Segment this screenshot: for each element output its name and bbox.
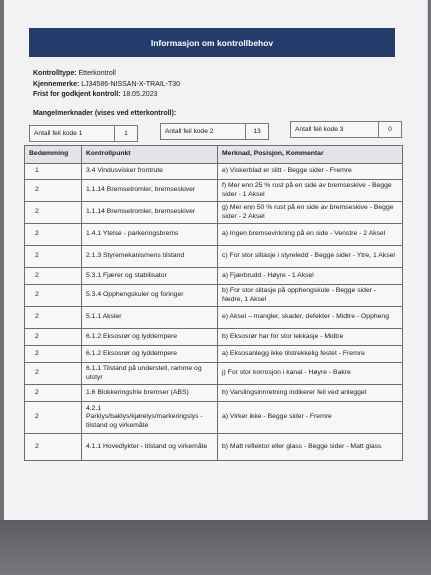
info-label: Kontrolltype: — [33, 70, 77, 77]
cell-checkpoint: 6.1.2 Eksosrør og lyddempere — [82, 329, 218, 346]
cell-rating: 2 — [25, 307, 82, 329]
cell-remark: c) For stor slitasje i styreledd - Begge sider - Ytre, 1 Aksel — [218, 246, 403, 268]
table-row — [25, 434, 403, 461]
cell-checkpoint: 5.1.1 Aksler — [82, 307, 218, 329]
cell-rating: 2 — [25, 202, 82, 224]
count-box-code-1 — [29, 125, 138, 142]
count-label: Antall feil kode 3 — [291, 122, 379, 137]
cell-rating: 2 — [25, 246, 82, 268]
cell-rating: 2 — [25, 363, 82, 385]
cell-remark: a) Fjærbrudd - Høyre - 1 Aksel — [218, 268, 403, 285]
table-row — [25, 385, 403, 402]
table-header-row — [25, 146, 403, 164]
count-label: Antall feil kode 1 — [30, 126, 115, 141]
cell-remark: a) Eksosanlegg ikke tilstrekkelig festet - Fremre — [218, 346, 403, 363]
count-value: 1 — [124, 130, 128, 137]
info-label: Frist for godkjent kontroll: — [33, 91, 121, 98]
cell-rating: 2 — [25, 402, 82, 434]
cell-remark: g) Mer enn 50 % rust på en side av bremseskive - Begge sider - 2 Aksel — [218, 202, 403, 224]
count-box-code-2 — [160, 123, 269, 140]
info-row-deadline — [33, 90, 180, 101]
count-value: 13 — [253, 128, 261, 135]
column-header-remark: Merknad, Posisjon, Kommentar — [218, 146, 403, 164]
document-title: Informasjon om kontrollbehov — [150, 37, 274, 48]
cell-rating: 1 — [25, 164, 82, 180]
table-body — [25, 164, 403, 461]
table-row — [25, 285, 403, 307]
cell-checkpoint: 6.1.2 Eksosrør og lyddempere — [82, 346, 218, 363]
remarks-heading: Mangelmerknader (vises ved etterkontroll): — [33, 110, 177, 117]
cell-rating: 2 — [25, 434, 82, 461]
info-value: LJ34586-NISSAN-X-TRAIL-T30 — [81, 80, 181, 88]
info-value: 18.05.2023 — [122, 91, 158, 98]
cell-checkpoint: 6.1.1 Tilstand på understell, ramme og utstyr — [82, 363, 218, 385]
table-row — [25, 346, 403, 363]
cell-checkpoint: 1.6 Blokkeringsfrie bremser (ABS) — [82, 385, 218, 402]
document-title-bar — [29, 28, 395, 57]
cell-checkpoint: 4.1.1 Hovedlykter - tilstand og virkemåte — [82, 434, 218, 461]
cell-rating: 2 — [25, 385, 82, 402]
table-row — [25, 268, 403, 285]
column-header-rating: Bedømming — [25, 146, 82, 164]
cell-remark: j) For stor korrosjon i kanal - Høyre - Bakre — [218, 363, 403, 385]
cell-checkpoint: 2.1.3 Styremekanismens tilstand — [82, 246, 218, 268]
cell-rating: 2 — [25, 224, 82, 246]
table-row — [25, 363, 403, 385]
cell-remark: e) Aksel – mangler, skader, defekter - Midtre - Oppheng — [218, 307, 403, 329]
info-label: Kjennemerke: — [33, 80, 80, 88]
background-surface — [0, 520, 431, 575]
column-header-checkpoint: Kontrollpunkt — [82, 146, 218, 164]
cell-checkpoint: 1.4.1 Ytelse - parkeringsbrems — [82, 224, 218, 246]
cell-remark: a) Ingen bremsevirkning på en side - Venstre - 2 Aksel — [218, 224, 403, 246]
count-value: 0 — [388, 126, 392, 133]
cell-rating: 2 — [25, 268, 82, 285]
cell-rating: 2 — [25, 329, 82, 346]
cell-checkpoint: 5.3.1 Fjærer og stabilisator — [82, 268, 218, 285]
cell-remark: b) Matt reflektor eller glass - Begge sider - Matt glass — [218, 434, 403, 461]
table-row — [25, 224, 403, 246]
cell-rating: 2 — [25, 346, 82, 363]
vehicle-info — [33, 69, 180, 101]
cell-checkpoint: 1.1.14 Bremsetromler, bremseskiver — [82, 202, 218, 224]
table-row — [25, 164, 403, 180]
count-label: Antall feil kode 2 — [161, 124, 246, 139]
table-row — [25, 180, 403, 202]
table-row — [25, 402, 403, 434]
cell-checkpoint: 3.4 Vindusvisker frontrute — [82, 164, 218, 180]
cell-remark: a) Virker ikke - Begge sider - Fremre — [218, 402, 403, 434]
cell-rating: 2 — [25, 285, 82, 307]
info-row-plate — [33, 80, 180, 91]
cell-remark: b) Eksosrør har for stor lekkasje - Midtre — [218, 329, 403, 346]
table-row — [25, 329, 403, 346]
cell-remark: b) Varslingsinnretning indikerer feil ved anlegget — [218, 385, 403, 402]
remarks-table — [24, 145, 403, 461]
cell-checkpoint: 1.1.14 Bremsetromler, bremseskiver — [82, 180, 218, 202]
cell-remark: f) Mer enn 25 % rust på en side av bremseskive - Begge sider - 1 Aksel — [218, 180, 403, 202]
info-value: Etterkontroll — [78, 70, 116, 77]
info-row-type — [33, 69, 180, 80]
cell-remark: e) Viskerblad er slitt - Begge sider - Fremre — [218, 164, 403, 180]
table-row — [25, 307, 403, 329]
cell-checkpoint: 5.3.4 Opphengskuler og foringer — [82, 285, 218, 307]
count-box-code-3 — [290, 121, 402, 138]
cell-remark: b) For stor slitasje på opphengskule - Begge sider - Nedre, 1 Aksel — [218, 285, 403, 307]
cell-rating: 2 — [25, 180, 82, 202]
table-row — [25, 202, 403, 224]
cell-checkpoint: 4.2.1 Parklys/baklys/kjørelys/markeringslys - tilstand og virkemåte — [82, 402, 218, 434]
table-row — [25, 246, 403, 268]
